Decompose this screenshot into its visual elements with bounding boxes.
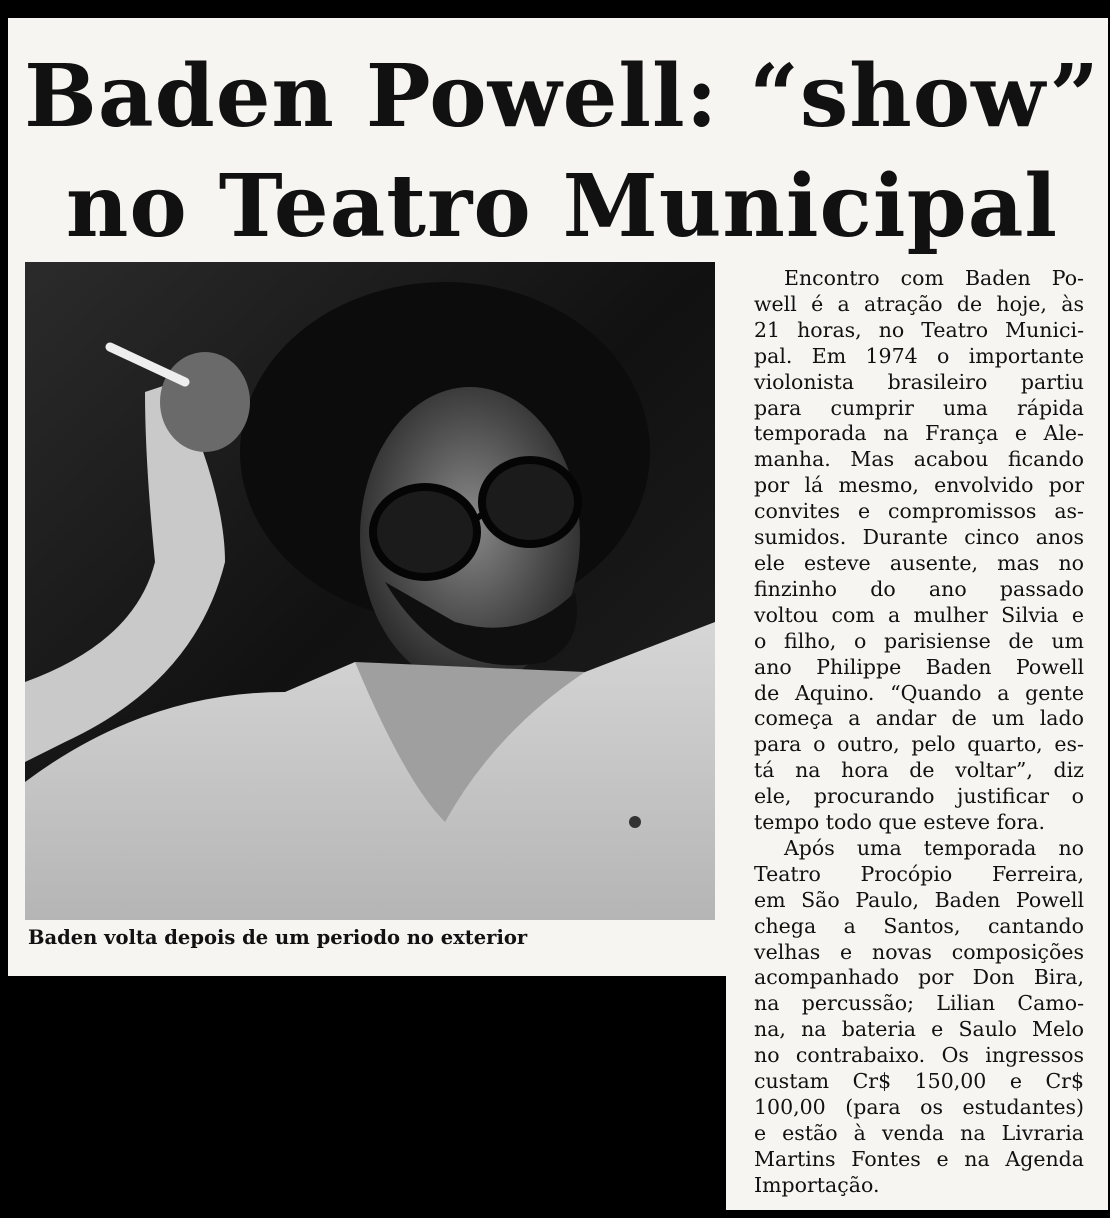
article-line: começa a andar de um lado xyxy=(754,706,1084,731)
article-line: sumidos. Durante cinco anos xyxy=(754,525,1084,550)
article-line: finzinho do ano passado xyxy=(754,576,1084,601)
article-line: Teatro Procópio Ferreira, xyxy=(754,861,1084,886)
article-line: well é a atração de hoje, às xyxy=(754,291,1084,316)
article-body xyxy=(754,266,1084,1199)
article-line: velhas e novas composições xyxy=(754,939,1084,964)
portrait-photo xyxy=(25,262,715,920)
headline-line-1: Baden Powell: “show” xyxy=(24,46,1100,147)
article-line: e estão à venda na Livraria xyxy=(754,1120,1084,1145)
article-line: Encontro com Baden Po- xyxy=(784,266,1084,290)
article-line: na, na bateria e Saulo Melo xyxy=(754,1017,1084,1042)
article-line: tempo todo que esteve fora. xyxy=(754,810,1046,835)
article-line: ele esteve ausente, mas no xyxy=(754,550,1084,575)
article-line: convites e compromissos as- xyxy=(754,499,1084,524)
article-line: na percussão; Lilian Camo- xyxy=(754,991,1084,1016)
article-line: temporada na França e Ale- xyxy=(754,421,1084,446)
article-line: para o outro, pelo quarto, es- xyxy=(754,732,1084,757)
article-line: de Aquino. “Quando a gente xyxy=(754,680,1084,705)
article-line: Importação. xyxy=(754,1172,880,1197)
article-line: por lá mesmo, envolvido por xyxy=(754,473,1084,498)
headline-line-2: no Teatro Municipal xyxy=(65,156,1059,257)
article-line: Martins Fontes e na Agenda xyxy=(754,1146,1084,1171)
article-line: 100,00 (para os estudantes) xyxy=(754,1095,1084,1119)
article-line: para cumprir uma rápida xyxy=(754,395,1084,420)
article-line: Após uma temporada no xyxy=(784,835,1084,860)
headline xyxy=(22,42,1102,262)
portrait-photo-image xyxy=(25,262,715,920)
article-line: acompanhado por Don Bira, xyxy=(754,965,1084,990)
article-line: custam Cr$ 150,00 e Cr$ xyxy=(754,1069,1084,1094)
article-line: ano Philippe Baden Powell xyxy=(754,654,1084,679)
article-line: 21 horas, no Teatro Munici- xyxy=(754,317,1084,342)
article-line: voltou com a mulher Silvia e xyxy=(754,602,1084,627)
article-line: violonista brasileiro partiu xyxy=(754,369,1084,394)
article-line: no contrabaixo. Os ingressos xyxy=(754,1043,1084,1068)
article-line: o filho, o parisiense de um xyxy=(754,628,1084,653)
article-line: em São Paulo, Baden Powell xyxy=(754,887,1084,912)
article-line: manha. Mas acabou ficando xyxy=(754,447,1084,472)
article-line: pal. Em 1974 o importante xyxy=(754,343,1084,368)
article-line: chega a Santos, cantando xyxy=(754,913,1084,938)
article-line: tá na hora de voltar”, diz xyxy=(754,758,1084,783)
photo-caption: Baden volta depois de um periodo no exterior xyxy=(28,926,528,949)
article-line: ele, procurando justificar o xyxy=(754,784,1084,809)
